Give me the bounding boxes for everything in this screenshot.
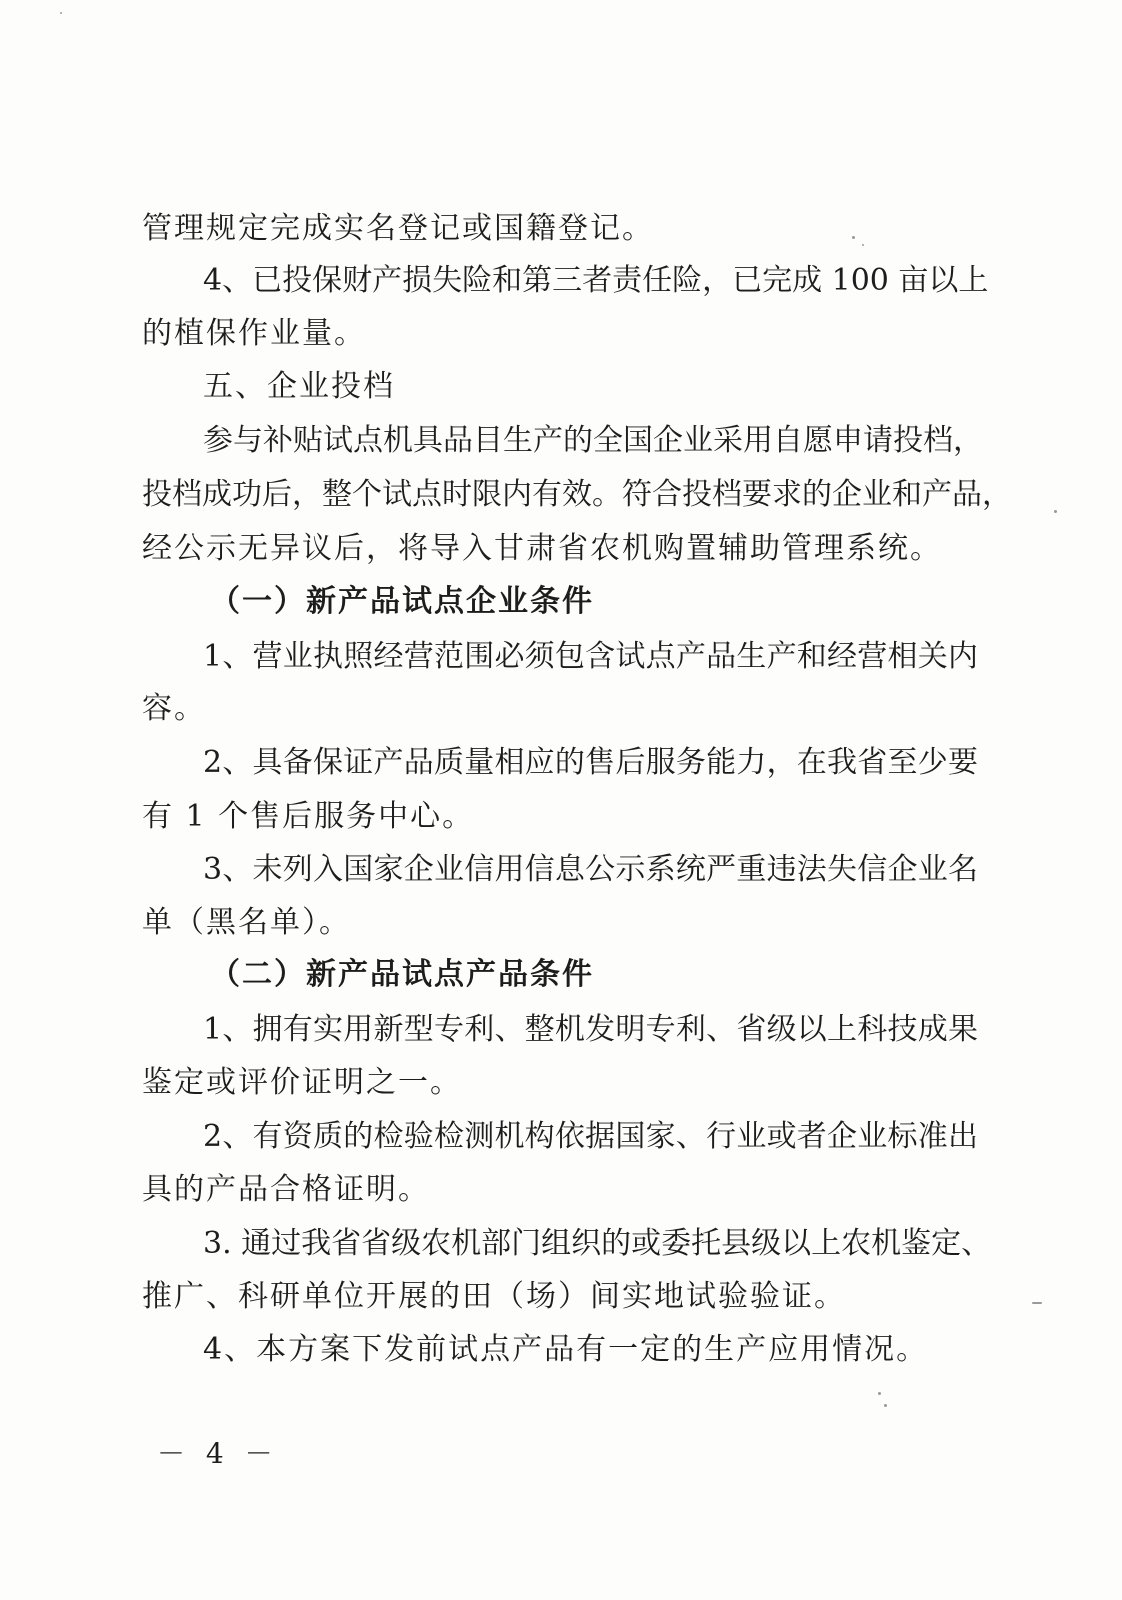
scan-speck (852, 236, 855, 239)
text-line-12: 有 1 个售后服务中心。 (142, 799, 475, 834)
text-line-16: 1、拥有实用新型专利、整机发明专利、省级以上科技成果 (203, 1012, 978, 1047)
text-line-10: 容。 (142, 691, 206, 726)
scan-speck (878, 1392, 881, 1395)
text-line-21: 推广、科研单位开展的田（场）间实地试验验证。 (142, 1279, 846, 1314)
text-line-18: 2、有资质的检验检测机构依据国家、行业或者企业标准出 (203, 1119, 978, 1154)
text-line-1: 管理规定完成实名登记或国籍登记。 (142, 211, 654, 246)
scan-speck (60, 12, 62, 14)
scan-speck (1054, 510, 1057, 513)
subsection-heading-1: （一）新产品试点企业条件 (210, 584, 594, 619)
text-line-17: 鉴定或评价证明之一。 (142, 1065, 462, 1100)
scan-speck (884, 1404, 887, 1407)
text-line-2: 4、已投保财产损失险和第三者责任险，已完成 100 亩以上 (203, 263, 989, 298)
text-line-6: 投档成功后，整个试点时限内有效。符合投档要求的企业和产品， (142, 477, 1012, 512)
text-line-19: 具的产品合格证明。 (142, 1172, 430, 1207)
text-line-13: 3、未列入国家企业信用信息公示系统严重违法失信企业名 (203, 852, 978, 887)
scan-speck (1032, 1302, 1042, 1304)
text-line-9: 1、营业执照经营范围必须包含试点产品生产和经营相关内 (203, 639, 978, 674)
text-line-7: 经公示无异议后，将导入甘肃省农机购置辅助管理系统。 (142, 531, 942, 566)
subsection-heading-2: （二）新产品试点产品条件 (210, 957, 594, 992)
text-line-3: 的植保作业量。 (142, 316, 366, 351)
section-heading-5: 五、企业投档 (203, 369, 395, 404)
text-line-20: 3. 通过我省省级农机部门组织的或委托县级以上农机鉴定、 (203, 1226, 992, 1261)
text-line-5: 参与补贴试点机具品目生产的全国企业采用自愿申请投档， (203, 423, 983, 458)
scan-speck (862, 244, 864, 246)
text-line-22: 4、本方案下发前试点产品有一定的生产应用情况。 (203, 1332, 929, 1367)
text-line-14: 单（黑名单）。 (142, 905, 351, 940)
page-number: － 4 － (157, 1437, 279, 1470)
text-line-11: 2、具备保证产品质量相应的售后服务能力，在我省至少要 (203, 745, 978, 780)
